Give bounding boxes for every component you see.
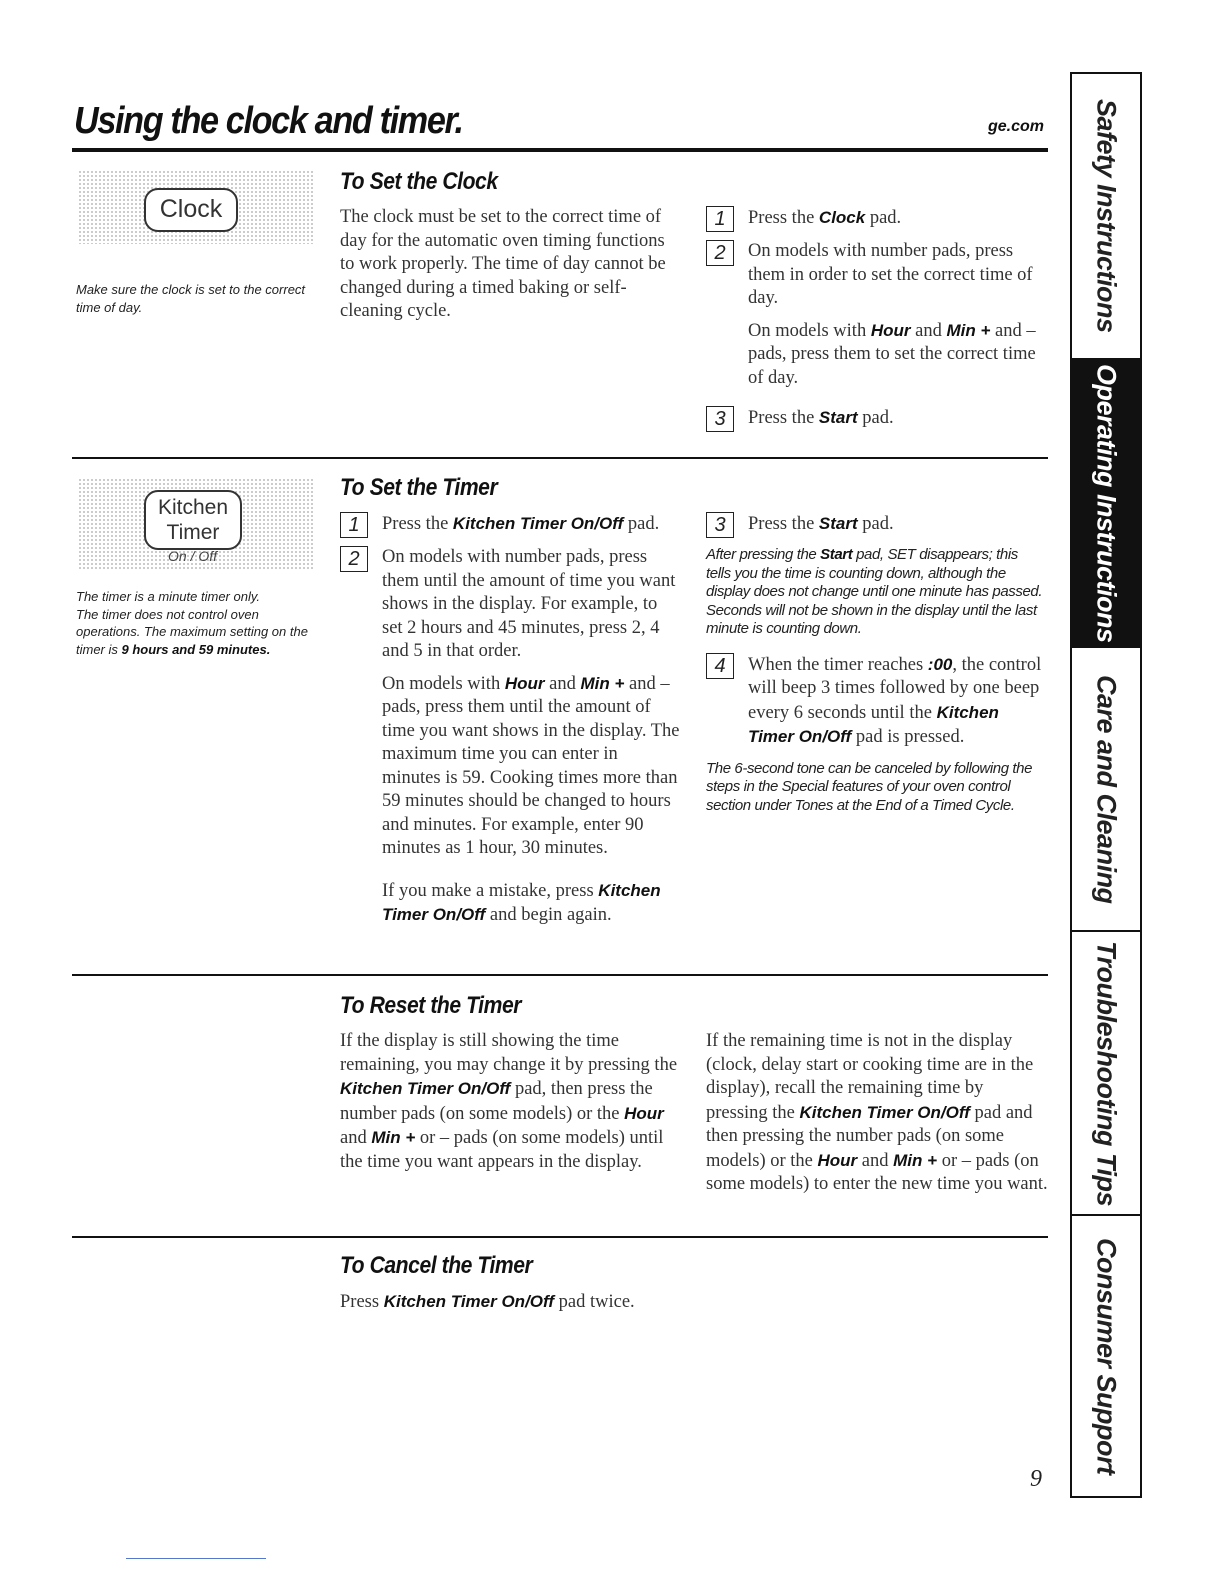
mistake-note: If you make a mistake, press Kitchen Timer On/Off and begin again. (382, 880, 661, 925)
timer-step-2: 2 On models with number pads, press them until the amount of time you want shows in the display. For example, to set 2 hours and 45 minutes, press 2, 4 and 5 in that order. On models with Hour and Min + and – pads, press them until the amount of time you want shows in the display. The maximum time you can enter in minutes is 59. Cooking times more than 59 minutes should be changed to hours and minutes. For example, enter 90 minutes as 1 hour, 30 minutes. (340, 546, 680, 869)
footer-line (126, 1558, 266, 1559)
clock-step-2: 2 On models with number pads, press them in order to set the correct time of day. On models with Hour and Min + and – pads, press them to set the correct time of day. (706, 240, 1048, 398)
step-number: 2 (340, 546, 368, 572)
site-link[interactable]: ge.com (988, 118, 1045, 135)
page-title: Using the clock and timer. (74, 100, 463, 142)
clock-step-3: 3 Press the Start pad. (706, 406, 1048, 432)
clock-pad-illustration (78, 170, 314, 244)
tab-safety-instructions[interactable]: Safety Instructions (1072, 74, 1140, 360)
set-timer-steps-right (706, 512, 1048, 815)
step-number: 2 (706, 240, 734, 266)
section-divider (72, 457, 1048, 459)
cancel-timer-text: Press Kitchen Timer On/Off pad twice. (340, 1292, 635, 1312)
page-number: 9 (1030, 1466, 1042, 1492)
tab-consumer-support[interactable]: Consumer Support (1091, 1237, 1122, 1475)
cancel-timer-heading: To Cancel the Timer (340, 1252, 533, 1279)
step-number: 3 (706, 406, 734, 432)
step-number: 4 (706, 653, 734, 679)
tab-troubleshooting-tips[interactable]: Troubleshooting Tips (1072, 932, 1140, 1216)
reset-timer-right: If the remaining time is not in the display (clock, delay start or cooking time are in the display), recall the remaining time by pressing the Kitchen Timer On/Off pad and then pressing the number pads (on some models) or the Hour and Min + or – pads (on some models) to enter the new time you want. (706, 1031, 1048, 1194)
step-number: 1 (706, 206, 734, 232)
timer-step-3: 3 Press the Start pad. (706, 512, 1048, 538)
start-note: After pressing the Start pad, SET disappears; this tells you the time is counting down, although the display does not change until one minute has passed. Seconds will not be shown in the display until the last minute is counting down. (706, 546, 1043, 637)
step-number: 1 (340, 512, 368, 538)
header-rule (72, 148, 1048, 152)
step-number: 3 (706, 512, 734, 538)
set-clock-steps (706, 206, 1048, 432)
reset-timer-heading: To Reset the Timer (340, 992, 522, 1019)
tab-operating-instructions[interactable]: Operating Instructions (1072, 360, 1140, 648)
set-timer-heading: To Set the Timer (340, 474, 498, 501)
set-timer-steps-left (340, 512, 680, 928)
section-divider (72, 1236, 1048, 1238)
tone-note: The 6-second tone can be canceled by following the steps in the Special features of your oven control section under Tones at the End of a Timed Cycle. (706, 759, 1033, 814)
timer-pad-illustration (78, 478, 314, 570)
reset-timer-left: If the display is still showing the time remaining, you may change it by pressing the Kitchen Timer On/Off pad, then press the number pads (on some models) or the Hour and Min + or – pads (on some models) until the time you want appears in the display. (340, 1031, 678, 1172)
on-off-label: On / Off (168, 548, 218, 564)
timer-step-4: 4 When the timer reaches :00, the control will beep 3 times followed by one beep every 6 seconds until the Kitchen Timer On/Off pad is pressed. (706, 653, 1048, 750)
clock-pad: Clock (144, 188, 238, 232)
section-tabs (1070, 72, 1142, 1498)
section-divider (72, 974, 1048, 976)
timer-caption: The timer is a minute timer only. The timer does not control oven operations. The maximum setting on the timer is 9 hours and 59 minutes. (76, 589, 308, 657)
set-clock-heading: To Set the Clock (340, 168, 498, 195)
clock-caption: Make sure the clock is set to the correct time of day. (76, 282, 306, 315)
set-clock-intro: The clock must be set to the correct time of day for the automatic oven timing functions to work properly. The time of day cannot be changed during a timed baking or self-cleaning cycle. (340, 207, 666, 321)
kitchen-timer-pad: Kitchen Timer (144, 490, 242, 550)
tab-care-and-cleaning[interactable]: Care and Cleaning (1072, 648, 1140, 932)
timer-step-1: 1 Press the Kitchen Timer On/Off pad. (340, 512, 680, 538)
clock-step-1: 1 Press the Clock pad. (706, 206, 1048, 232)
